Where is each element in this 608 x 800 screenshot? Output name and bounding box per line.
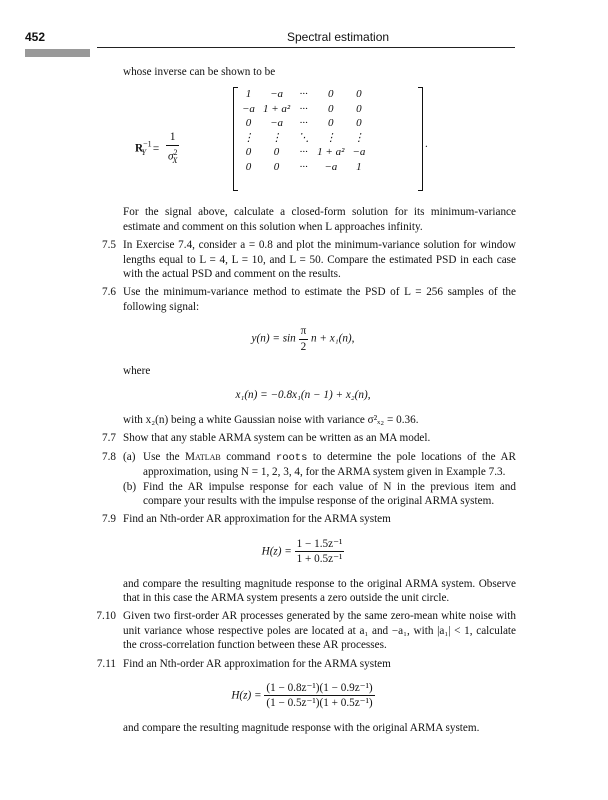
matrix-cell: −a <box>242 102 255 115</box>
matrix-cell: 0 <box>356 117 362 130</box>
header-rule <box>97 47 515 48</box>
running-title: Spectral estimation <box>287 30 390 44</box>
matrix-cell: ··· <box>299 102 308 115</box>
matrix-cell: ··· <box>299 117 308 130</box>
matrix-cell: 1 + a² <box>317 146 345 159</box>
exercise-7-10: 7.10 Given two first-order AR processes generated by the same zero-mean white noise with unit variance whose respective poles are located at a₁ and −a₁, with |a₁| < 1, calculate the cross-correlation function between these AR processes. <box>96 610 516 652</box>
intro-text: whose inverse can be shown to be <box>123 66 276 78</box>
exercise-7-8: 7.8 (a) Use the Matlab command roots to determine the pole locations of the AR approximation, using N = 1, 2, 3, 4, for the ARMA system given in Example 7.3. (b) Find the AR impulse response for each value of N in the previous item and compare your results with the impulse response of the original ARMA system. <box>102 450 516 507</box>
exercise-7-9-tail: and compare the resulting magnitude response to the original ARMA system. Observe that in this case the ARMA system presents a zero outside the unit circle. <box>123 577 516 604</box>
matrix-cell: 1 <box>245 88 252 101</box>
exercise-7-8-a: (a) Use the Matlab command roots to determine the pole locations of the AR approximation, using N = 1, 2, 3, 4, for the ARMA system given in Example 7.3. <box>123 450 516 479</box>
matrix-table <box>238 87 369 174</box>
equation-x1-n: x₁(n) = −0.8x₁(n − 1) + x₂(n), <box>235 389 371 402</box>
matrix-cell: 0 <box>245 146 252 159</box>
matrix-cell: −a <box>324 160 338 173</box>
exercise-7-11: 7.11 Find an Nth-order AR approximation for the ARMA system <box>96 657 391 670</box>
matrix-cell: 0 <box>356 102 362 115</box>
matrix-cell: 0 <box>356 88 362 101</box>
matrix-row <box>238 160 369 175</box>
matrix-cell: ··· <box>299 88 308 101</box>
matrix-cell: 1 <box>356 160 362 173</box>
matrix-cell: ⋮ <box>242 131 254 144</box>
equation-7-9: H(z) = $\frac{\text{1 − 1.5z⁻¹}}{\text{1 + 0.5z⁻¹}}$ <box>261 537 343 566</box>
matrix-cell: ⋮ <box>271 131 283 144</box>
exercise-7-7: 7.7 Show that any stable ARMA system can be written as an MA model. <box>102 432 431 445</box>
matrix-row <box>238 102 369 117</box>
matrix-cell: −a <box>352 146 366 159</box>
matrix-cell: −a <box>270 88 284 101</box>
matrix-scale-fraction: $\frac{1}{\sigma^2_X}$ <box>167 131 178 165</box>
page-number: 452 <box>25 30 46 44</box>
exercise-7-9: 7.9 Find an Nth-order AR approximation for the ARMA system <box>102 513 391 526</box>
matrix-cell: −a <box>270 117 284 130</box>
exercise-7-11-tail: and compare the resulting magnitude response with the original ARMA system. <box>123 721 480 734</box>
exercise-7-6: 7.6 Use the minimum-variance method to estimate the PSD of L = 256 samples of the following signal: <box>102 286 516 313</box>
matrix-cell: 0 <box>273 160 280 173</box>
signal-question: For the signal above, calculate a closed-form solution for its minimum-variance estimate and comment on this solution when L approaches infinity. <box>123 206 516 233</box>
chapter-tab-marker <box>25 49 90 57</box>
matrix-cell: 0 <box>245 160 252 173</box>
where-label: where <box>123 365 151 378</box>
matrix-cell: 0 <box>328 102 334 115</box>
exercise-7-6-tail: with x₂(n) being a white Gaussian noise with variance σ²ₓ₂ = 0.36. <box>123 413 419 426</box>
matrix-cell: ⋱ <box>298 131 310 144</box>
exercise-7-5: 7.5 In Exercise 7.4, consider a = 0.8 and plot the minimum-variance solution for window lengths equal to L = 4, L = 10, and L = 50. Compare the estimated PSD in each case with the actual PSD and comment on the results. <box>102 239 516 281</box>
page-header <box>25 30 515 48</box>
matrix-row <box>238 116 369 131</box>
matrix-cell: ⋮ <box>353 131 365 144</box>
matrix-lhs: $R^{-1}_Y$ = $\frac{1}{\sigma^2_X}$ <box>135 130 179 168</box>
matrix-cell: 0 <box>328 88 334 101</box>
page-body <box>90 65 516 735</box>
matrix-body <box>233 87 423 191</box>
matrix-row <box>238 87 369 102</box>
equation-7-11: H(z) = $\frac{\text{(1 − 0.8z⁻¹)(1 − 0.9z⁻¹)}}{\text{(1 − 0.5z⁻¹)(1 + 0.5z⁻¹)}}$ <box>231 681 373 710</box>
equation-y-n: y(n) = sin $\frac{\pi}{2}$ n + x₁(n), <box>251 325 355 353</box>
inverse-matrix-equation: $R^{-1}_Y$ = $\frac{1}{\sigma^2_X}$ 1 −a ··· 0 0 −a 1 + a² ··· 0 0 0 −a ··· 0 0 ⋮ ⋮ ⋱ ⋮ ⋮ 0 0 ··· 1 + a² −a 0 0 ··· −a 1 . <box>90 87 516 195</box>
exercise-7-8-b: (b) Find the AR impulse response for each value of N in the previous item and compare your results with the impulse response of the original ARMA system. <box>123 480 516 507</box>
matrix-row <box>238 145 369 160</box>
matrix-cell: ⋮ <box>325 131 337 144</box>
matrix-cell: ··· <box>299 160 308 173</box>
matrix-row <box>238 131 369 146</box>
matrix-cell: 0 <box>328 117 334 130</box>
matrix-cell: 0 <box>245 117 252 130</box>
matrix-cell: 1 + a² <box>262 102 291 115</box>
matrix-cell: ··· <box>299 146 308 159</box>
matrix-cell: 0 <box>273 146 280 159</box>
